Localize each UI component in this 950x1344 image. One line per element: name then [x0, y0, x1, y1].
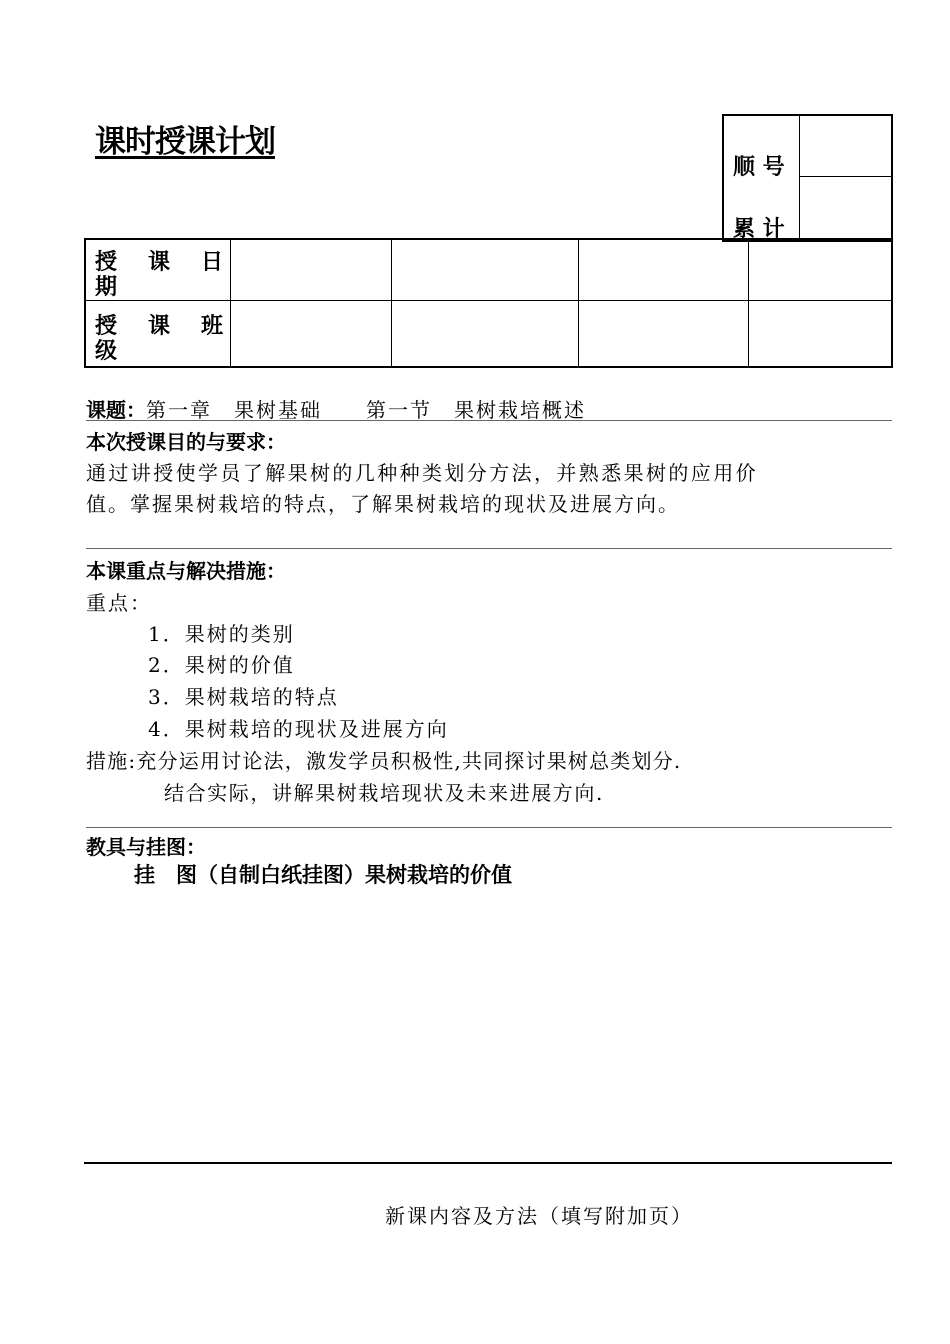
- footer-note: 新课内容及方法（填写附加页）: [385, 1204, 693, 1228]
- goals-line2: 值。掌握果树栽培的特点，了解果树栽培的现状及进展方向。: [86, 492, 680, 516]
- key-points-sublabel: 重点：: [86, 591, 152, 615]
- cum-value-cell[interactable]: [801, 178, 891, 238]
- topic-rule: [86, 420, 892, 421]
- class-cell-2[interactable]: [393, 302, 577, 365]
- counter-row-divider: [799, 176, 891, 177]
- goals-line1: 通过讲授使学员了解果树的几种种类划分方法，并熟悉果树的应用价: [86, 461, 758, 485]
- date-label: [95, 250, 223, 300]
- topic-label: 课题：: [86, 398, 146, 422]
- date-cell-3[interactable]: [580, 241, 747, 299]
- key-point-item: 1．果树的类别: [148, 622, 295, 646]
- table-col-divider-3: [578, 240, 579, 366]
- key-points-rule: [86, 827, 892, 828]
- date-cell-4[interactable]: [750, 241, 890, 299]
- date-label-line1: 授 课 日: [95, 250, 223, 275]
- date-cell-1[interactable]: [232, 241, 390, 299]
- seq-value-cell[interactable]: [801, 116, 891, 175]
- key-point-item: 2．果树的价值: [148, 653, 295, 677]
- key-point-item: 3．果树栽培的特点: [148, 685, 339, 709]
- class-label: [95, 314, 223, 364]
- counter-divider: [799, 115, 800, 240]
- class-label-line1: 授 课 班: [95, 314, 223, 339]
- date-label-line2: 期: [95, 275, 118, 300]
- key-point-item: 4．果树栽培的现状及进展方向: [148, 717, 449, 741]
- table-col-divider-4: [748, 240, 749, 366]
- table-col-divider-1: [230, 240, 231, 366]
- topic-row: [86, 394, 586, 423]
- page-title: 课时授课计划: [95, 124, 275, 160]
- class-cell-3[interactable]: [580, 302, 747, 365]
- class-cell-1[interactable]: [232, 302, 390, 365]
- aids-label: 教具与挂图：: [86, 835, 206, 859]
- goals-label: 本次授课目的与要求：: [86, 430, 286, 454]
- class-cell-4[interactable]: [750, 302, 890, 365]
- class-label-line2: 级: [95, 339, 118, 364]
- table-row-divider: [86, 300, 891, 301]
- seq-label: 顺 号: [733, 155, 785, 180]
- goals-rule: [86, 548, 892, 549]
- table-col-divider-2: [391, 240, 392, 366]
- bottom-rule: [84, 1162, 892, 1164]
- date-cell-2[interactable]: [393, 241, 577, 299]
- measures-line1: 措施:充分运用讨论法，激发学员积极性,共同探讨果树总类划分.: [86, 749, 682, 773]
- topic-value: 第一章 果树基础 第一节 果树栽培概述: [146, 398, 586, 422]
- aids-value: 挂 图（自制白纸挂图）果树栽培的价值: [134, 863, 512, 887]
- key-points-label: 本课重点与解决措施：: [86, 559, 286, 583]
- measures-line2: 结合实际，讲解果树栽培现状及未来进展方向.: [164, 781, 604, 805]
- cum-label: 累 计: [733, 217, 785, 242]
